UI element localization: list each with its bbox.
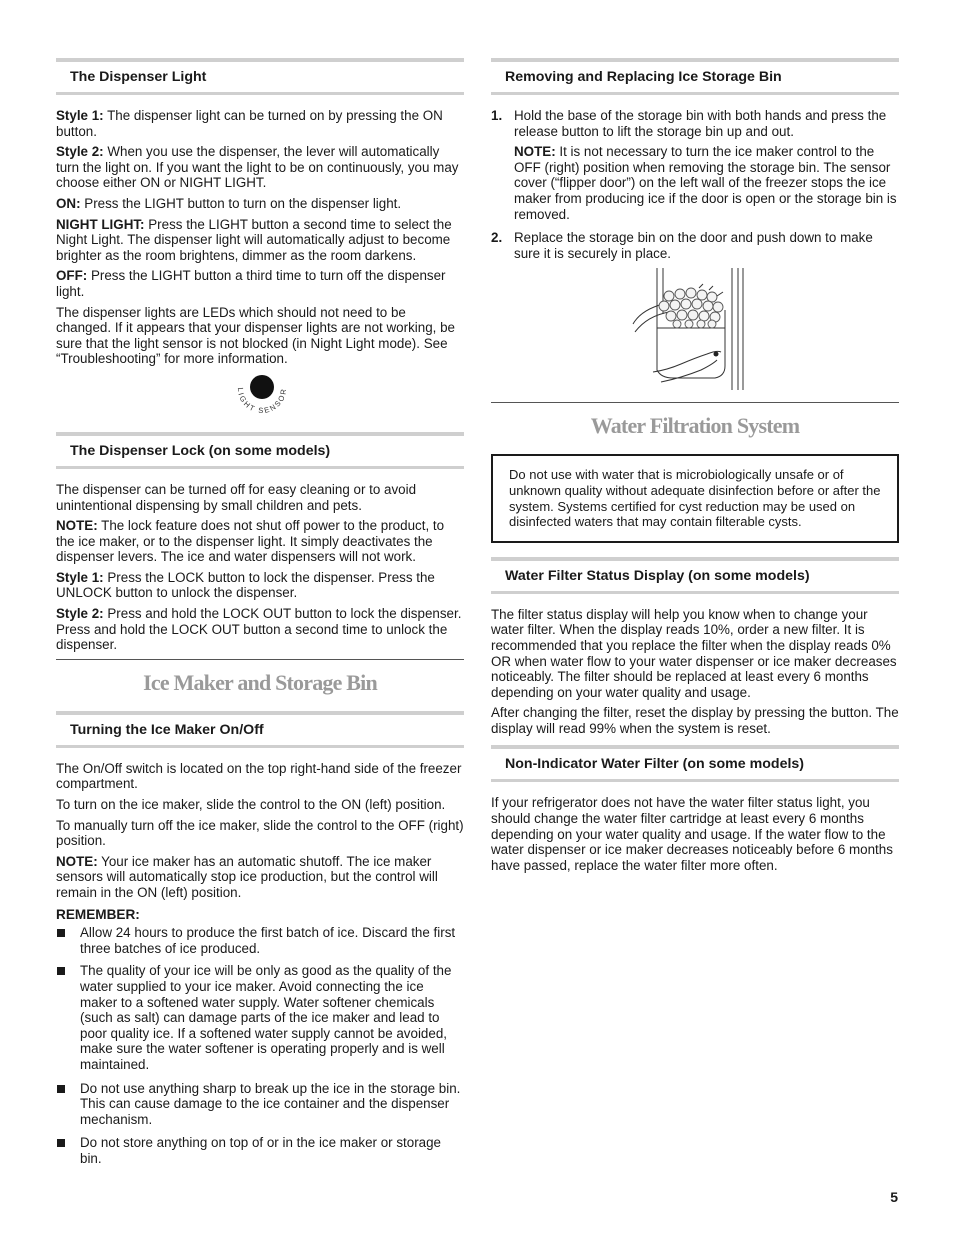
paragraph: After changing the filter, reset the display by pressing the button. The display will read 99% when the system is reset. [491,705,899,736]
section-heading-dispenser-light: The Dispenser Light [56,58,464,95]
inline-text: Press and hold the LOCK OUT button to lock the dispenser. Press and hold the LOCK OUT button a second time to unlock the dispenser. [56,606,462,653]
warning-box: Do not use with water that is microbiologically unsafe or of unknown quality without adequate disinfection before or after the system. Systems certified for cyst reduction may be used on disinfected waters that may contain filterable cysts. [491,454,899,542]
paragraph: If your refrigerator does not have the water filter status light, you should change the water filter cartridge at least every 6 months depending on your water quality and usage. If the water flow to the water dispenser or ice maker decreases noticeably before 6 months have passed, replace the water filter more often. [491,795,893,873]
paragraph [56,144,464,191]
paragraph [56,518,464,565]
paragraph [56,854,464,901]
inline-text: Press the LIGHT button to turn on the dispenser light. [80,195,402,211]
paragraph: The dispenser lights are LEDs which should not need to be changed. If it appears that your dispenser lights are not working, be sure that the light sensor is not blocked (in Night Light mode). See “Troubleshooting” for more information. [56,304,455,367]
inline-text: Press the LIGHT button a third time to turn off the dispenser light. [56,268,446,299]
section-heading-filter-status: Water Filter Status Display (on some models) [491,557,899,594]
step-item [491,230,899,261]
paragraph: The filter status display will help you know when to change your water filter. When the display reads 10%, order a new filter. It is recommended that you replace the filter when the display reads 0% OR when water flow to your water dispenser or ice maker decreases noticeably. The filter should be replaced at least every 6 months depending on your water quality and usage. [491,606,897,700]
list-item-text: Do not use anything sharp to break up the ice in the storage bin. This can cause damage to the ice container and the dispenser mechanism. [80,1080,461,1127]
paragraph [56,606,464,653]
step-number: 1. [491,108,503,123]
section-heading-non-indicator: Non-Indicator Water Filter (on some models) [491,745,899,782]
inline-label: Style 2: [56,606,104,622]
inline-text: The dispenser light can be turned on by pressing the ON button. [56,108,443,139]
bullet-square [57,1139,65,1147]
paragraph [56,108,464,139]
storage-bin-illustration [491,266,899,392]
paragraph [56,570,464,601]
inline-text: Your ice maker has an automatic shutoff. The ice maker sensors will automatically stop ice production, but the control will remain in the ON (left) position. [56,853,438,900]
list-item-text: The quality of your ice will be only as good as the quality of the water supplied to your ice maker. Avoid connecting the ice maker to a softened water supply. Water softener chemicals (such as salt) can damage parts of the ice maker and lead to poor quality ice. If a softened water supply cannot be avoided, make sure the water softener is operating properly and is well maintained. [80,963,452,1072]
inline-label: NIGHT LIGHT: [56,216,145,232]
list-item [56,963,464,1072]
bullet-square [57,929,65,937]
remember-list [56,925,464,1166]
paragraph: To turn on the ice maker, slide the control to the ON (left) position. [56,797,446,813]
paragraph: To manually turn off the ice maker, slide the control to the OFF (right) position. [56,817,464,849]
major-heading-water-filtration: Water Filtration System [491,402,899,448]
major-heading-ice-maker: Ice Maker and Storage Bin [56,659,464,705]
light-sensor-label: LIGHT SENSOR [235,386,289,415]
inline-label: Style 1: [56,108,104,123]
page-number: 5 [890,1189,898,1205]
inline-text: The lock feature does not shut off power to the product, to the ice maker, or to the dispenser light. It simply deactivates the dispenser levers. The ice and water dispensers will not work. [56,518,445,565]
left-column [56,58,464,1174]
inline-label: OFF: [56,268,88,284]
step-text: Hold the base of the storage bin with both hands and press the release button to lift the storage bin up and out. [514,108,887,139]
inline-text: When you use the dispenser, the lever will automatically turn the light on. If you want the light to be on continuously, you may choose either ON or NIGHT LIGHT. [56,144,459,191]
section-heading-dispenser-lock: The Dispenser Lock (on some models) [56,432,464,469]
remember-label: REMEMBER: [56,906,140,922]
ice-bin-image [491,266,899,392]
step-note [514,144,899,222]
inline-label: NOTE: [56,518,98,534]
inline-text: Press the LOCK button to lock the dispenser. Press the UNLOCK button to unlock the dispenser. [56,569,435,601]
paragraph: The On/Off switch is located on the top right-hand side of the freezer compartment. [56,760,462,792]
storage-bin-steps [491,108,899,261]
inline-label: NOTE: [56,853,98,869]
list-item-text: Allow 24 hours to produce the first batch of ice. Discard the first three batches of ice produced. [80,925,456,956]
list-item [56,1081,464,1128]
inline-label: ON: [56,195,81,211]
inline-label: Style 1: [56,569,104,585]
paragraph: The dispenser can be turned off for easy cleaning or to avoid unintentional dispensing by small children and pets. [56,481,417,513]
section-heading-ice-maker-onoff: Turning the Ice Maker On/Off [56,711,464,748]
step-text: Replace the storage bin on the door and push down to make sure it is securely in place. [514,230,873,261]
list-item [56,925,464,956]
inline-label: Style 2: [56,144,104,160]
list-item-text: Do not store anything on top of or in the ice maker or storage bin. [80,1135,442,1166]
inline-text: Press the LIGHT button a second time to select the Night Light. The dispenser light will automatically adjust to become brighter as the room brightens, dimmer as the room darkens. [56,216,452,263]
list-item [56,1135,464,1166]
inline-text: It is not necessary to turn the ice maker control to the OFF (right) position when removing the storage bin. The sensor cover (“flipper door”) on the left wall of the freezer stops the ice maker from producing ice if the door is open or the storage bin is removed. [514,144,897,222]
section-heading-storage-bin: Removing and Replacing Ice Storage Bin [491,58,899,95]
inline-label: NOTE: [514,144,556,160]
bullet-square [57,1085,65,1093]
right-column [491,58,899,878]
light-sensor-figure [56,372,464,424]
step-number: 2. [491,230,503,246]
paragraph [56,217,464,264]
bullet-square [57,967,65,975]
paragraph [56,268,464,299]
step-item [491,108,899,222]
paragraph [56,196,464,212]
light-sensor-icon [56,372,464,424]
